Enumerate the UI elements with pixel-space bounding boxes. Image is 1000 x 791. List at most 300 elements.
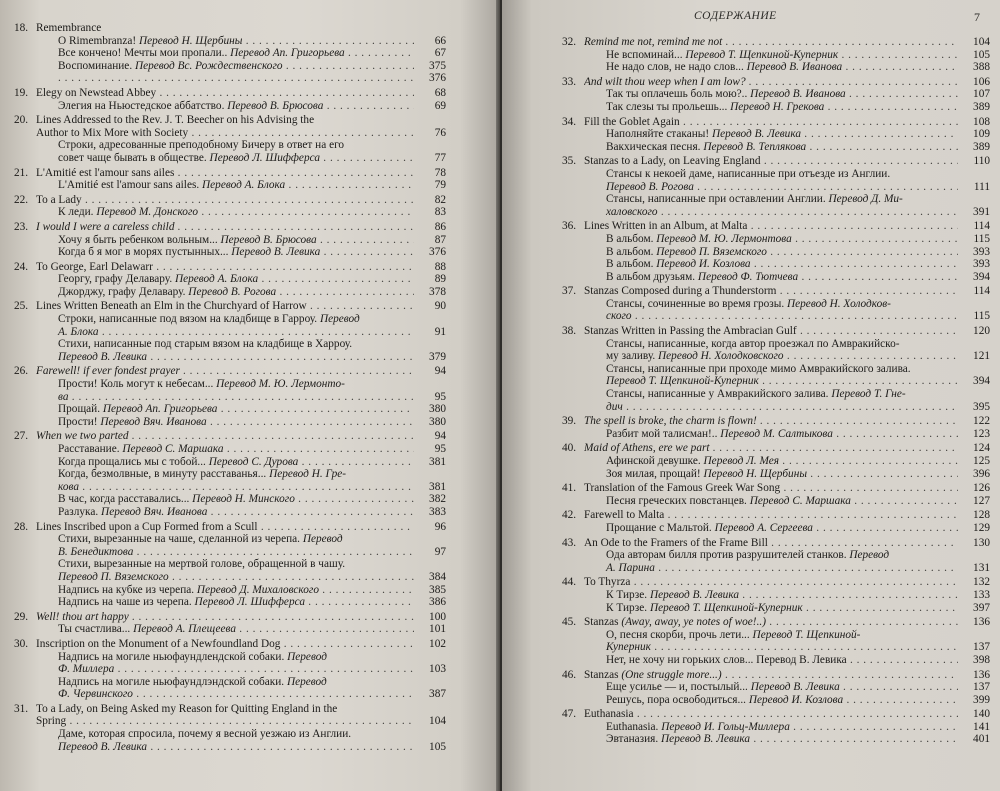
translation-title [36,378,414,391]
toc-entry [562,76,990,114]
translation-title [584,455,958,468]
page-ref: 115 [973,232,990,245]
translation-title [584,468,958,481]
translation-row [562,338,990,351]
entry-title-text: Lines Written Beneath an Elm in the Churchyard of Harrow [36,300,307,313]
translator: Перевод С. Дурова [208,455,299,468]
translation-text: O Rimembranza! [58,34,139,47]
entry-title [584,708,958,721]
translation-row [14,206,446,219]
page-ref: 95 [434,443,446,455]
translation-row [562,468,990,481]
translator: Перевод М. Донского [96,206,199,219]
entry-number: 28. [14,520,29,533]
toc-list-right [562,36,990,746]
translator: Перевод М. Ю. Лермонтова [656,232,792,245]
page-ref: 101 [429,623,446,636]
translation-title [584,206,958,219]
translation-title [36,546,414,559]
translation-text: Стансы, написанные, когда автор проезжал по Амвракийско- [606,337,900,350]
toc-entry-title-row [562,76,990,89]
translation-title [584,181,958,194]
translation-row [562,654,990,667]
toc-entry [14,611,446,636]
translator: халовского [606,205,658,218]
toc-entry [14,261,446,299]
translation-row [562,181,990,194]
entry-title [584,285,958,298]
translation-title [584,271,958,284]
page-ref: 88 [434,260,446,273]
entry-title-text: To a Lady, on Being Asked my Reason for Quitting England in the [36,702,338,715]
entry-number: 32. [562,36,577,48]
toc-entry-title-row [14,703,446,716]
translator: Перевод В. Левика [58,740,148,753]
translation-title [36,584,414,597]
translation-title [36,273,414,286]
page-ref: 66 [434,34,446,47]
translation-row [14,179,446,192]
entry-title [584,155,958,168]
page-ref: 106 [973,75,990,88]
entry-title-text: Remembrance [36,22,102,34]
translation-text: Афинской девушке. [606,455,704,467]
translation-row [14,468,446,481]
translation-title [36,456,414,469]
page-ref: 388 [973,61,990,74]
page-ref: 130 [973,536,990,549]
page-ref: 389 [973,100,990,113]
translation-title [36,206,414,219]
page-ref: 137 [973,681,990,694]
entry-title [36,638,414,651]
page-ref: 393 [973,258,990,271]
translator: Перевод Л. Шифферса [194,596,305,609]
translation-text: Расставание. [58,443,123,455]
page-ref: 104 [429,715,446,728]
page-ref: 78 [434,166,446,179]
entry-number: 26. [14,365,29,378]
translation-text: В час, когда расставались... [58,493,193,506]
entry-title [36,300,414,313]
toc-entry [562,616,990,666]
page-ref: 124 [973,442,990,455]
translator: Перевод П. Вяземского [656,245,767,258]
translation-text: Не вспоминай... [606,48,686,61]
translation-row [562,495,990,508]
entry-title [584,509,958,522]
entry-title [36,365,414,378]
translation-title [584,629,958,642]
translation-row [562,258,990,271]
toc-entry-title-row [14,194,446,207]
translation-text: Стансы, сочиненные во время грозы. [606,297,787,310]
page-ref: 122 [973,415,990,428]
page-ref: 114 [973,285,990,298]
translation-title [584,128,958,141]
toc-entry [562,155,990,218]
translation-title [584,495,958,508]
translation-text: Надпись на могиле ньюфаундлендской собаки. [58,650,288,663]
translation-row [14,728,446,741]
translation-title [584,363,958,376]
page-ref: 401 [973,733,990,746]
entry-title-text: Fill the Goblet Again [584,115,680,128]
entry-title-text: An Ode to the Framers of the Frame Bill [584,536,768,549]
entry-title [584,116,958,129]
translation-row [14,234,446,247]
translator: ва [58,390,69,403]
page-ref: 100 [429,610,446,623]
translation-title [584,721,958,734]
translation-text: Когда, безмолвные, в минуту расставанья... [58,468,270,481]
page-ref: 381 [429,455,446,468]
translation-row [562,401,990,414]
toc-entry [562,576,990,614]
translator: Перевод Ф. Тютчева [697,270,799,283]
toc-entry-title-row [14,638,446,651]
toc-entry-title-row [562,285,990,298]
translation-text: Хочу я быть ребенком вольным... [58,233,221,246]
entry-title-text: Stanzas Written in Passing the Ambracian Gulf [584,325,797,338]
translation-title [584,233,958,246]
translator: дич [606,400,623,413]
translation-text: К Тирзе. [606,588,650,601]
entry-number: 29. [14,610,29,623]
translator: ского [606,310,632,323]
translator: Перевод Л. Мея [703,455,779,467]
translator: Перевод С. Маршака [122,443,224,455]
translation-text: Надпись на могиле ньюфаундлэндской собаки. [58,675,287,688]
page-ref: 376 [429,246,446,259]
translation-title [584,428,958,441]
entry-title-text: To a Lady [36,193,82,206]
translator: Перевод Н. Гре- [269,468,347,481]
translation-text: Строки, адресованные преподобному Бичеру в ответ на его [58,139,345,152]
translation-row [14,416,446,429]
entry-number: 19. [14,86,29,99]
toc-entry [14,22,446,85]
translation-title [36,493,414,506]
translation-title [36,596,414,609]
translation-text: В альбом. [606,245,657,258]
entry-title [584,576,958,589]
entry-title-text: Translation of the Famous Greek War Song [584,482,781,495]
entry-number: 38. [562,325,577,338]
page-ref: 105 [429,740,446,753]
translator: Перевод Н. Щербины [138,34,243,47]
translation-title [36,234,414,247]
page-ref: 382 [429,493,446,506]
translation-title [36,533,414,546]
page-ref: 137 [973,641,990,654]
translation-row [14,35,446,48]
page-ref: 131 [973,561,990,574]
translation-text: Нет, не хочу ни горьких слов... Перевод В. Левика [606,653,847,666]
page-ref: 375 [429,59,446,72]
entry-title-text: Author to Mix More with Society [36,126,189,139]
translator: Перевод В. Брюсова [227,99,324,112]
translator: Ф. Миллера [58,663,115,676]
page-ref: 91 [434,325,446,338]
translation-row [562,246,990,259]
toc-entry-title-row [562,116,990,129]
translation-text: Наполняйте стаканы! [606,128,712,141]
translation-title [584,298,958,311]
toc-entry [14,87,446,112]
translation-row [562,298,990,311]
toc-entry-title-row [562,669,990,682]
translation-row [562,589,990,602]
translator: Перевод [849,549,890,562]
entry-title-text: Lines Written in an Album, at Malta [584,220,748,233]
entry-title [36,430,414,443]
translator: Перевод В. Теплякова [703,140,807,153]
translation-title [36,179,414,192]
page-ref: 103 [429,663,446,676]
entry-title-text: The spell is broke, the charm is flown! [584,415,757,428]
translation-text: Так ты оплачешь боль мою?.. [606,88,751,101]
translation-row [14,481,446,494]
entry-title-text: Well! thou art happy [36,610,129,623]
translation-row [562,233,990,246]
toc-entry [14,703,446,753]
toc-entry-title-row [14,300,446,313]
entry-number: 35. [562,155,577,168]
translation-row [562,271,990,284]
translator: Перевод Д. Ми- [828,193,903,206]
page-ref: 86 [434,220,446,233]
entry-title [584,482,958,495]
translation-text: Стихи, написанные под старым вязом на кладбище в Харроу. [58,338,353,351]
entry-title [36,127,414,140]
page-ref: 108 [973,115,990,128]
entry-number: 27. [14,430,29,443]
translation-row [14,313,446,326]
page-ref: 102 [429,637,446,650]
translator: Перевод В. Левика [750,681,840,694]
toc-entry-title-row [14,261,446,274]
page-ref: 87 [434,233,446,246]
toc-entry-title-row [14,715,446,728]
translator: Перевод С. Маршака [749,494,851,507]
page-ref: 115 [973,310,990,323]
running-title: СОДЕРЖАНИЕ [694,10,777,22]
toc-entry-title-row [562,482,990,495]
toc-entry-title-row [562,415,990,428]
translator: Перевод Н. Минского [192,493,295,506]
translation-title [36,506,414,519]
entry-number: 23. [14,220,29,233]
page-ref: 378 [429,285,446,298]
translation-row [14,60,446,73]
entry-number: 24. [14,260,29,273]
translation-text: Стихи, вырезанные на чаше, сделанной из черепа. [58,533,303,546]
translator: Перевод Вяч. Иванова [101,505,208,518]
translation-title [36,47,414,60]
translation-title [584,258,958,271]
translator: Перевод А. Блока [174,273,259,286]
translator: Перевод М. Ю. Лермонто- [216,378,345,391]
translator: Перевод Н. Грекова [730,100,825,113]
entry-title-text: To George, Earl Delawarr [36,260,153,273]
translation-text: Euthanasia. [606,720,662,733]
toc-entry [562,415,990,440]
toc-entry-title-row [562,509,990,522]
translation-row [14,326,446,339]
entry-title-text: Stanzas [584,668,622,681]
translation-text: Даме, которая спросила, почему я весной уезжаю из Англии. [58,728,352,741]
translation-text: Песня греческих повстанцев. [606,494,750,507]
translator: Перевод Вяч. Иванова [100,415,207,428]
translation-row [562,193,990,206]
entry-number: 34. [562,115,577,128]
translation-row [14,246,446,259]
translation-row [562,455,990,468]
translator: В. Бенедиктова [58,545,134,558]
page-number: 7 [974,10,980,24]
translator: Перевод Н. Холодков- [786,297,891,310]
entry-title [584,325,958,338]
page-ref: 128 [973,509,990,522]
translation-text: Воспоминание. [58,59,135,72]
translation-row [562,388,990,401]
translation-row [562,310,990,323]
translation-row [14,623,446,636]
toc-entry [562,285,990,323]
entry-number: 30. [14,637,29,650]
translation-title [36,651,414,664]
entry-title [36,167,414,180]
translation-row [14,338,446,351]
entry-number: 25. [14,300,29,313]
translation-row [562,141,990,154]
page-ref: 380 [429,415,446,428]
translation-row [14,456,446,469]
translation-row [14,286,446,299]
entry-title [36,261,414,274]
entry-number: 47. [562,708,577,721]
translation-title [584,694,958,707]
translation-title [584,101,958,114]
toc-entry [562,116,990,154]
toc-entry-title-row [14,167,446,180]
translation-row [562,101,990,114]
translation-text: Стихи, вырезанные на мертвой голове, обращенной в чашу. [58,558,346,571]
translation-title [584,733,958,746]
toc-entry [14,521,446,609]
translation-title [36,100,414,113]
translator: Перевод Л. Шифферса [209,151,320,164]
entry-title [36,22,414,35]
entry-number: 45. [562,616,577,629]
translation-title [36,481,414,494]
entry-title [584,36,958,49]
entry-title-text: I would I were a careless child [36,220,175,233]
toc-entry-title-row [14,521,446,534]
translation-title [36,326,414,339]
translator: Перевод В. Брюсова [220,233,317,246]
translation-row [562,733,990,746]
translation-row [562,61,990,74]
entry-number: 41. [562,482,577,495]
translation-row [14,651,446,664]
translation-title [36,338,414,351]
toc-entry [14,300,446,363]
page-ref: 95 [434,390,446,403]
toc-entry [562,442,990,480]
translation-title [36,663,414,676]
entry-title [584,220,958,233]
translation-title [584,681,958,694]
page-ref: 395 [973,400,990,413]
translation-text: Когда прощались мы с тобой... [58,455,209,468]
toc-entry [562,669,990,707]
toc-list-left [14,22,446,753]
entry-title-text: To Thyrza [584,576,631,589]
page-ref: 110 [973,155,990,168]
page-ref: 120 [973,325,990,338]
translator: Перевод Т. Гне- [831,388,906,401]
toc-entry-title-row [562,325,990,338]
toc-entry-title-row [14,87,446,100]
translation-title [584,246,958,259]
entry-title [36,521,414,534]
translator: Перевод Т. Щепкиной- [752,628,861,641]
translator: Перевод В. Рогова [606,180,694,193]
translation-title [584,49,958,62]
translation-title [584,375,958,388]
translation-title [36,728,414,741]
entry-title-text: Farewell! if ever fondest prayer [36,365,180,378]
translation-title [584,168,958,181]
toc-entry [14,638,446,701]
translation-row [14,378,446,391]
page-ref: 384 [429,570,446,583]
translation-text: Георгу, графу Делавару. [58,273,175,286]
entry-title-text: Farewell to Malta [584,509,665,522]
toc-entry-title-row [562,442,990,455]
entry-title-text: Stanzas to a Lady, on Leaving England [584,155,761,168]
translation-row [14,403,446,416]
translation-text: К леди. [58,206,97,219]
translation-text: Элегия на Ньюстедское аббатство. [58,99,228,112]
toc-entry [14,114,446,164]
toc-entry [562,537,990,575]
page-ref: 69 [434,99,446,112]
page-ref: 132 [973,576,990,589]
page-ref: 105 [973,48,990,61]
translation-title [36,152,414,165]
page-ref: 136 [973,616,990,629]
page-ref: 96 [434,520,446,533]
entry-title [584,537,958,550]
translation-row [562,428,990,441]
entry-number: 37. [562,285,577,298]
translation-title [584,641,958,654]
toc-entry [562,708,990,746]
page-ref: 94 [434,430,446,443]
translation-text: В альбом. [606,258,657,271]
page-ref: 114 [973,220,990,233]
translation-row [562,49,990,62]
entry-number: 20. [14,114,29,127]
toc-entry [562,36,990,74]
toc-entry-title-row [14,430,446,443]
translation-title [36,72,414,85]
page-ref: 109 [973,128,990,141]
page-ref: 129 [973,521,990,534]
